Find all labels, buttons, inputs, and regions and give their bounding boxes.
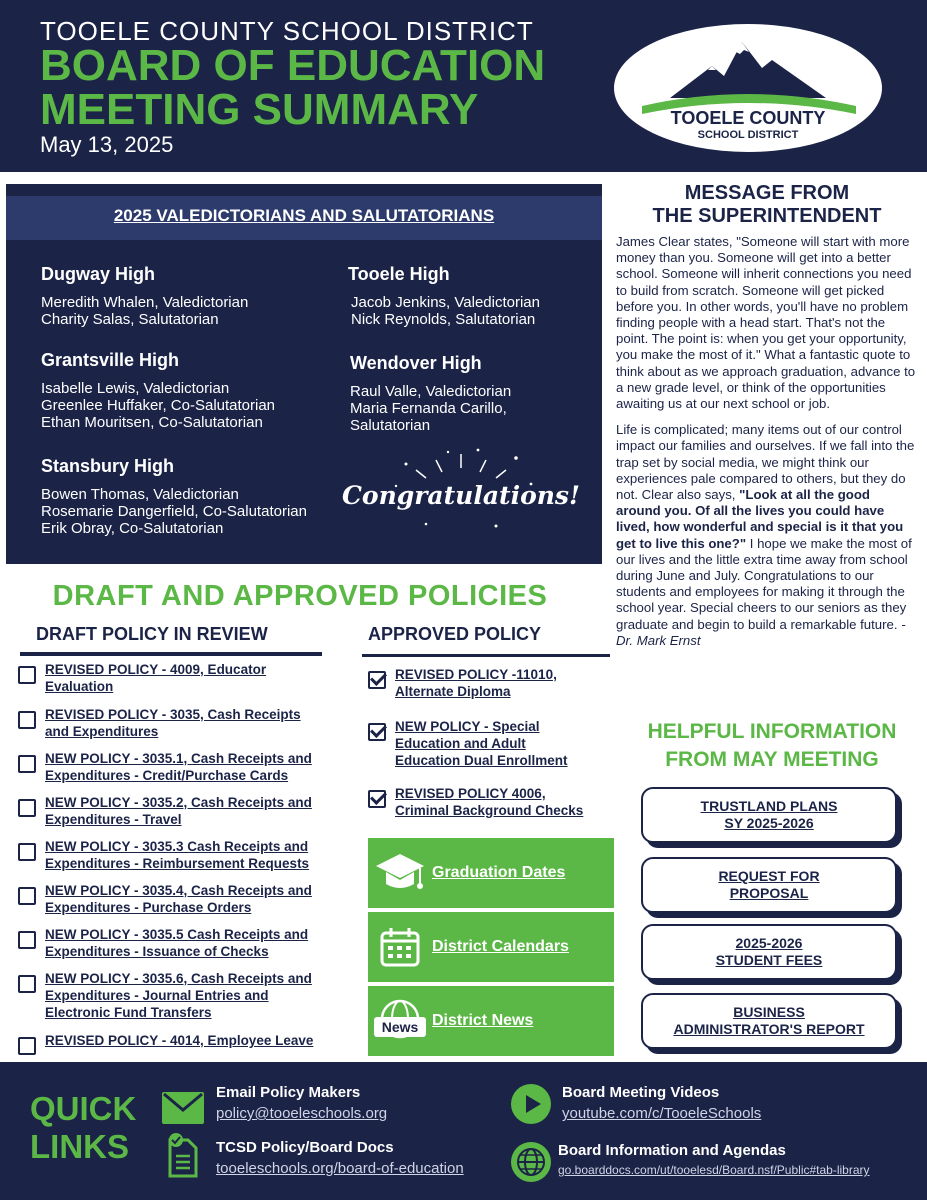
district-news-button[interactable]	[368, 986, 614, 1056]
policies-title: DRAFT AND APPROVED POLICIES	[52, 580, 548, 612]
quick-links-title	[30, 1090, 136, 1166]
approved-policy-11010[interactable]	[368, 666, 557, 700]
student: Bowen Thomas, Valedictorian	[41, 486, 239, 503]
checkbox-unchecked[interactable]	[18, 666, 36, 684]
school-name: Tooele High	[348, 264, 450, 284]
board-meeting-videos	[562, 1084, 761, 1122]
button-label[interactable]: REQUEST FOR PROPOSAL	[718, 868, 820, 901]
button-label[interactable]: BUSINESS ADMINISTRATOR'S REPORT	[673, 1004, 865, 1037]
checkbox-unchecked[interactable]	[18, 711, 36, 729]
school-name: Stansbury High	[41, 456, 175, 476]
approved-policy-4006[interactable]	[368, 785, 583, 819]
school-stansbury	[41, 456, 307, 537]
videos-link[interactable]: youtube.com/c/TooeleSchools	[562, 1105, 762, 1122]
policy-link[interactable]: REVISED POLICY 4006, Criminal Background Checks	[395, 786, 584, 818]
checkbox-checked[interactable]	[368, 790, 386, 808]
policy-link[interactable]: REVISED POLICY - 3035, Cash Receipts and Expenditures	[45, 707, 301, 739]
valedictorian-panel	[6, 184, 602, 564]
student: Charity Salas, Salutatorian	[41, 311, 219, 328]
policy-link[interactable]: NEW POLICY - Special Education and Adult Education Dual Enrollment	[395, 719, 568, 768]
school-grantsville	[41, 350, 275, 431]
policy-link[interactable]: NEW POLICY - 3035.5 Cash Receipts and Expenditures - Issuance of Checks	[45, 927, 309, 959]
svg-text:News: News	[381, 1019, 419, 1035]
document-icon	[166, 1132, 200, 1178]
student: Raul Valle, Valedictorian	[350, 383, 512, 400]
checkbox-unchecked[interactable]	[18, 843, 36, 861]
logo-tagline: Education Elevated	[699, 81, 797, 95]
helpful-title-line-2: FROM MAY MEETING	[665, 748, 879, 771]
school-name: Grantsville High	[41, 350, 180, 370]
business-admin-report-button[interactable]	[641, 993, 897, 1049]
policy-link[interactable]: REVISED POLICY - 4014, Employee Leave	[45, 1033, 314, 1048]
news-icon	[368, 986, 432, 1056]
policy-link[interactable]: NEW POLICY - 3035.2, Cash Receipts and Expenditures - Travel	[45, 795, 312, 827]
title-line-2: MEETING SUMMARY	[40, 85, 479, 134]
draft-policy-3035-4[interactable]	[18, 882, 312, 916]
checkbox-unchecked[interactable]	[18, 799, 36, 817]
valedictorian-heading-band	[6, 196, 602, 240]
meeting-date: May 13, 2025	[40, 132, 174, 157]
divider	[20, 652, 322, 656]
student: Erik Obray, Co-Salutatorian	[41, 520, 224, 537]
student: Isabelle Lewis, Valedictorian	[41, 380, 230, 397]
student: Rosemarie Dangerfield, Co-Salutatorian	[41, 503, 307, 520]
school-wendover	[350, 353, 511, 434]
district-calendars-button[interactable]	[368, 912, 614, 982]
district-logo	[612, 22, 884, 154]
school-name: Dugway High	[41, 264, 156, 284]
docs-link[interactable]: tooeleschools.org/board-of-education	[216, 1160, 464, 1177]
student: Jacob Jenkins, Valedictorian	[351, 294, 540, 311]
header	[0, 0, 927, 172]
draft-policy-3035-3[interactable]	[18, 838, 309, 872]
message-paragraph-2	[616, 422, 916, 649]
student-fees-button[interactable]	[641, 924, 897, 980]
checkbox-unchecked[interactable]	[18, 931, 36, 949]
message-quote: "Look at all the good around you. Of all the lives you could have lived, how wonderful and special is it that you get to live this one?"	[616, 487, 904, 551]
message-signature: -Dr. Mark Ernst	[616, 616, 906, 648]
docs-title: TCSD Policy/Board Docs	[216, 1139, 394, 1156]
student: Nick Reynolds, Salutatorian	[351, 311, 536, 328]
agenda-link[interactable]: go.boarddocs.com/ut/tooelesd/Board.nsf/Public#tab-library	[558, 1163, 870, 1177]
quick-text: QUICK	[30, 1090, 137, 1127]
graduation-dates-button[interactable]	[368, 838, 614, 908]
message-paragraph-1: James Clear states, "Someone will start with more money than you. Someone will get into a better school. Someone will inherit connections you need to build from scratch. Someone will get picked before you. In other words, you'll have no problem finding people with a head start. That's not the point. The point is: when you get your opportunity, you make the most of it." What a fantastic quote to think about as we approach graduation, advance to a new grade level, or think of the opportunities awaiting us at our next school or job.	[616, 234, 916, 412]
checkbox-checked[interactable]	[368, 671, 386, 689]
email-link[interactable]: policy@tooeleschools.org	[216, 1105, 388, 1122]
school-tooele	[348, 264, 540, 328]
checkbox-unchecked[interactable]	[18, 887, 36, 905]
footer	[0, 1062, 927, 1200]
divider	[362, 654, 610, 657]
calendar-icon	[368, 912, 432, 982]
globe-icon	[511, 1142, 551, 1182]
request-for-proposal-button[interactable]	[641, 857, 897, 913]
logo-name-1: TOOELE COUNTY	[670, 108, 826, 128]
policy-link[interactable]: NEW POLICY - 3035.1, Cash Receipts and Expenditures - Credit/Purchase Cards	[45, 751, 312, 783]
approved-policy-dual-enrollment[interactable]	[368, 718, 568, 769]
student: Maria Fernanda Carillo,	[350, 400, 507, 417]
draft-policy-3035[interactable]	[18, 706, 301, 740]
agenda-title: Board Information and Agendas	[558, 1142, 786, 1159]
button-label[interactable]: TRUSTLAND PLANS SY 2025-2026	[700, 798, 838, 831]
checkbox-unchecked[interactable]	[18, 1037, 36, 1055]
draft-policy-3035-2[interactable]	[18, 794, 312, 828]
helpful-info-title	[622, 718, 922, 774]
draft-policy-3035-5[interactable]	[18, 926, 308, 960]
draft-policy-3035-1[interactable]	[18, 750, 312, 784]
draft-policy-4009[interactable]	[18, 661, 266, 695]
links-text: LINKS	[30, 1128, 129, 1165]
approved-policy-heading: APPROVED POLICY	[368, 624, 542, 644]
policy-link[interactable]: REVISED POLICY -11010, Alternate Diploma	[395, 667, 557, 699]
congratulations-graphic	[342, 446, 580, 536]
student: Salutatorian	[350, 417, 431, 434]
school-name: Wendover High	[350, 353, 482, 373]
student: Ethan Mouritsen, Co-Salutatorian	[41, 414, 263, 431]
message-title	[612, 182, 922, 228]
policy-link[interactable]: NEW POLICY - 3035.6, Cash Receipts and Expenditures - Journal Entries and Electronic Fund Transfers	[45, 971, 312, 1020]
page-title	[40, 41, 546, 134]
board-information-agendas	[558, 1142, 870, 1177]
policy-link[interactable]: NEW POLICY - 3035.3 Cash Receipts and Expenditures - Reimbursement Requests	[45, 839, 310, 871]
policy-link[interactable]: NEW POLICY - 3035.4, Cash Receipts and Expenditures - Purchase Orders	[45, 883, 312, 915]
draft-policy-4014[interactable]	[18, 1032, 313, 1055]
checkbox-unchecked[interactable]	[18, 975, 36, 993]
message-title-line-1: MESSAGE FROM	[684, 182, 850, 204]
button-label[interactable]: 2025-2026 STUDENT FEES	[715, 935, 823, 968]
school-dugway	[41, 264, 248, 328]
message-title-line-2: THE SUPERINTENDENT	[652, 205, 882, 227]
logo-name-2: SCHOOL DISTRICT	[697, 129, 799, 141]
play-icon	[511, 1084, 551, 1124]
email-title: Email Policy Makers	[216, 1084, 361, 1101]
email-icon	[162, 1092, 204, 1124]
valedictorian-heading: 2025 VALEDICTORIANS AND SALUTATORIANS	[113, 206, 495, 225]
message-text: Life is complicated; many items out of our control impact our families and ourselves. If we fall into the trap set by social media, we might think our experiences pale compared to others, but they do not. Clear also says,	[616, 422, 915, 503]
email-policy-makers	[216, 1084, 387, 1122]
graduation-dates-link[interactable]: Graduation Dates	[432, 864, 566, 881]
checkbox-checked[interactable]	[368, 723, 386, 741]
title-line-1: BOARD OF EDUCATION	[40, 41, 546, 90]
message-text: I hope we make the most of our lives and the little extra time away from school during June and July. Congratulations to our students and employees for making it through the school year. Special cheers to our seniors as they graduate and begin to build a remarkable future.	[616, 535, 912, 632]
student: Greenlee Huffaker, Co-Salutatorian	[41, 397, 276, 414]
congratulations-text: Congratulations!	[342, 481, 580, 510]
draft-policy-heading: DRAFT POLICY IN REVIEW	[36, 624, 268, 644]
videos-title: Board Meeting Videos	[562, 1084, 720, 1101]
graduation-cap-icon	[368, 838, 432, 908]
message-body	[616, 234, 916, 659]
policy-link[interactable]: REVISED POLICY - 4009, Educator Evaluation	[45, 662, 267, 694]
draft-policy-3035-6[interactable]	[18, 970, 312, 1021]
district-name: TOOELE COUNTY SCHOOL DISTRICT	[40, 16, 534, 46]
helpful-title-line-1: HELPFUL INFORMATION	[647, 720, 897, 743]
student: Meredith Whalen, Valedictorian	[41, 294, 249, 311]
district-calendars-link[interactable]: District Calendars	[432, 938, 569, 955]
district-news-link[interactable]: District News	[432, 1012, 534, 1029]
policy-board-docs	[216, 1139, 464, 1177]
trustland-plans-button[interactable]	[641, 787, 897, 843]
checkbox-unchecked[interactable]	[18, 755, 36, 773]
